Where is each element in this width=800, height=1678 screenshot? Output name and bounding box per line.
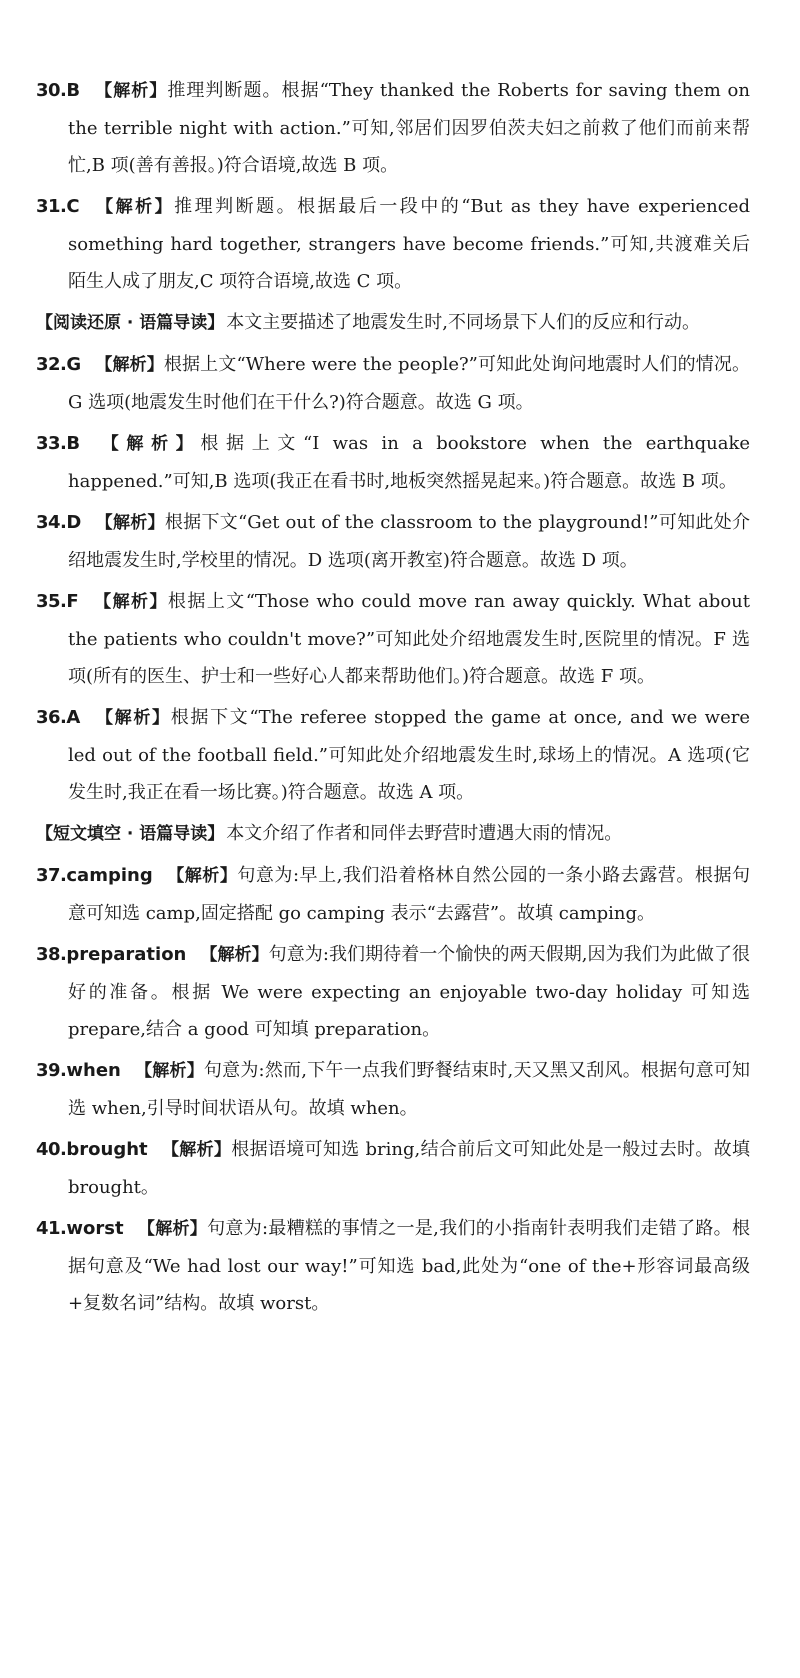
answer-letter: C xyxy=(66,196,80,217)
analysis-text: 推理判断题。根据“They thanked the Roberts for saving them on the terrible night with action.”可知,邻居们因罗伯茨夫妇之前救了他们而前来帮忙,B 项(善有善报。)符合语境,故选 B 项。 xyxy=(68,80,750,176)
analysis-text: 句意为:最糟糕的事情之一是,我们的小指南针表明我们走错了路。根据句意及“We had lost our way!”可知选 bad,此处为“one of the+形容词最高级+复数名词”结构。故填 worst。 xyxy=(68,1218,750,1314)
analysis-tag: 【解析】 xyxy=(92,592,168,612)
answer-entry-38 xyxy=(36,936,750,1048)
analysis-text: 根据下文“Get out of the classroom to the playground!”可知此处介绍地震发生时,学校里的情况。D 选项(离开教室)符合题意。故选 D 项。 xyxy=(68,512,751,571)
section-text: 本文主要描述了地震发生时,不同场景下人们的反应和行动。 xyxy=(226,312,701,333)
question-number: 32. xyxy=(36,354,67,375)
analysis-text: 句意为:然而,下午一点我们野餐结束时,天又黑又刮风。根据句意可知选 when,引导时间状语从句。故填 when。 xyxy=(68,1060,750,1119)
analysis-text: 根据上文“Where were the people?”可知此处询问地震时人们的情况。G 选项(地震发生时他们在干什么?)符合题意。故选 G 项。 xyxy=(68,354,750,413)
analysis-tag: 【解析】 xyxy=(161,1140,232,1160)
analysis-tag: 【解析】 xyxy=(93,197,175,217)
question-number: 30. xyxy=(36,80,67,101)
analysis-text: 推理判断题。根据最后一段中的“But as they have experienced something hard together, strangers have become friends.”可知,共渡难关后陌生人成了朋友,C 项符合语境,故选 C 项。 xyxy=(68,196,750,292)
analysis-tag: 【解析】 xyxy=(137,1219,208,1239)
answer-entry-32 xyxy=(36,346,750,421)
analysis-text: 句意为:我们期待着一个愉快的两天假期,因为我们为此做了很好的准备。根据 We were expecting an enjoyable two-day holiday 可知选 prepare,结合 a good 可知填 preparation。 xyxy=(68,944,750,1040)
answer-letter: B xyxy=(66,80,81,101)
analysis-text: 根据上文“I was in a bookstore when the earthquake happened.”可知,B 选项(我正在看书时,地板突然摇晃起来。)符合题意。故选 B 项。 xyxy=(68,433,750,492)
answer-entry-37 xyxy=(36,857,750,932)
analysis-tag: 【解析】 xyxy=(166,866,238,886)
question-number: 39. xyxy=(36,1060,67,1081)
analysis-text: 句意为:早上,我们沿着格林自然公园的一条小路去露营。根据句意可知选 camp,固定搭配 go camping 表示“去露营”。故填 camping。 xyxy=(68,865,750,924)
analysis-tag: 【解析】 xyxy=(95,355,164,375)
answer-entry-35 xyxy=(36,583,750,695)
analysis-tag: 【解析】 xyxy=(200,945,269,965)
answer-entry-30 xyxy=(36,72,750,184)
question-number: 37. xyxy=(36,865,67,886)
analysis-tag: 【解析】 xyxy=(134,1061,204,1081)
answer-word: brought xyxy=(66,1139,148,1160)
question-number: 36. xyxy=(36,707,67,728)
section-tag: 【阅读还原 · 语篇导读】 xyxy=(36,313,225,333)
question-number: 31. xyxy=(36,196,67,217)
question-number: 38. xyxy=(36,944,67,965)
answer-letter: B xyxy=(66,433,81,454)
answer-entry-36 xyxy=(36,699,750,811)
answer-letter: G xyxy=(66,354,82,375)
answer-entry-34 xyxy=(36,504,750,579)
analysis-text: 根据语境可知选 bring,结合前后文可知此处是一般过去时。故填 brought。 xyxy=(68,1139,750,1198)
answer-word: worst xyxy=(66,1218,124,1239)
answer-entry-31 xyxy=(36,188,750,300)
answer-letter: F xyxy=(66,591,79,612)
analysis-tag: 【解析】 xyxy=(94,81,168,101)
analysis-tag: 【解析】 xyxy=(94,708,171,728)
question-number: 33. xyxy=(36,433,67,454)
question-number: 34. xyxy=(36,512,67,533)
section-text: 本文介绍了作者和同伴去野营时遭遇大雨的情况。 xyxy=(226,823,623,844)
answer-word: preparation xyxy=(66,944,187,965)
section-reading-guide xyxy=(36,304,750,342)
analysis-tag: 【解析】 xyxy=(95,513,165,533)
section-tag: 【短文填空 · 语篇导读】 xyxy=(36,824,225,844)
question-number: 41. xyxy=(36,1218,67,1239)
analysis-tag: 【解析】 xyxy=(94,434,201,454)
section-cloze-guide xyxy=(36,815,750,853)
answer-letter: D xyxy=(66,512,82,533)
answer-letter: A xyxy=(66,707,81,728)
question-number: 40. xyxy=(36,1139,67,1160)
analysis-text: 根据上文“Those who could move ran away quickly. What about the patients who couldn't move?”可知此处介绍地震发生时,医院里的情况。F 选项(所有的医生、护士和一些好心人都来帮助他们。)符合题意。故选 F 项。 xyxy=(68,591,750,687)
answer-entry-41 xyxy=(36,1210,750,1322)
answer-entry-39 xyxy=(36,1052,750,1127)
answer-entry-40 xyxy=(36,1131,750,1206)
question-number: 35. xyxy=(36,591,67,612)
answer-word: camping xyxy=(66,865,153,886)
answer-entry-33 xyxy=(36,425,750,500)
analysis-text: 根据下文“The referee stopped the game at once, and we were led out of the football field.”可知此处介绍地震发生时,球场上的情况。A 选项(它发生时,我正在看一场比赛。)符合题意。故选 A 项。 xyxy=(68,707,751,803)
answer-word: when xyxy=(66,1060,121,1081)
